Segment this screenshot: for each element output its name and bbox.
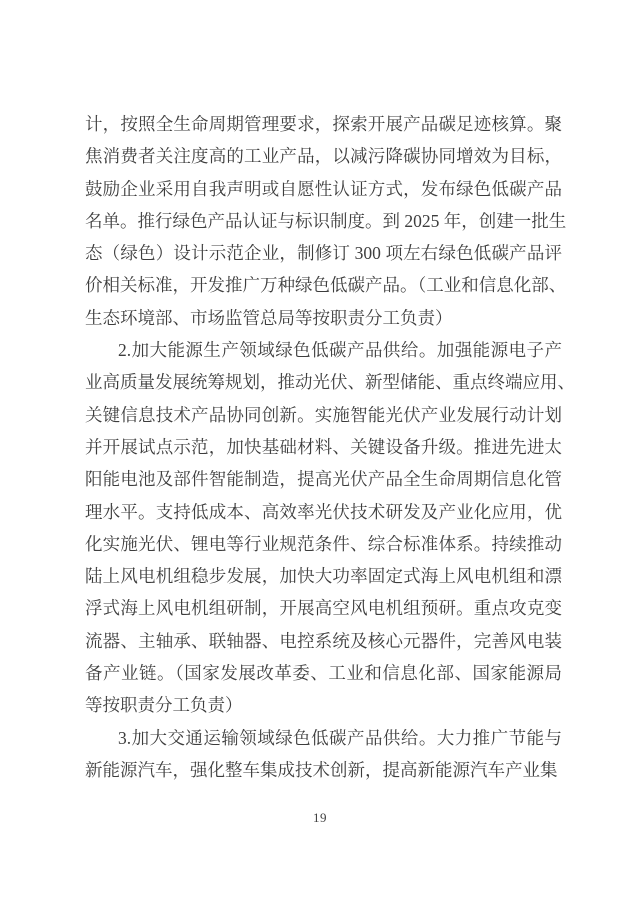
text-line: 陆上风电机组稳步发展，加快大功率固定式海上风电机组和漂	[85, 566, 562, 587]
text-line: 浮式海上风电机组研制，开展高空风电机组预研。重点攻克变	[85, 598, 562, 619]
paragraph-2	[85, 334, 575, 722]
text-line: 生态环境部、市场监管总局等按职责分工负责）	[85, 307, 453, 328]
text-line: 等按职责分工负责）	[85, 695, 243, 716]
text-line: 2.加大能源生产领域绿色低碳产品供给。加强能源电子产	[118, 340, 562, 361]
text-line: 计，按照全生命周期管理要求，探索开展产品碳足迹核算。聚	[85, 114, 562, 134]
text-line: 流器、主轴承、联轴器、电控系统及核心元器件，完善风电装	[85, 630, 562, 651]
text-line: 并开展试点示范，加快基础材料、关键设备升级。推进先进太	[85, 436, 562, 457]
text-line: 鼓励企业采用自我声明或自愿性认证方式，发布绿色低碳产品	[85, 178, 562, 199]
text-line: 焦消费者关注度高的工业产品，以减污降碳协同增效为目标，	[85, 146, 562, 167]
text-line: 业高质量发展统筹规划，推动光伏、新型储能、重点终端应用、	[85, 372, 575, 393]
body-text	[85, 108, 575, 786]
text-line: 关键信息技术产品协同创新。实施智能光伏产业发展行动计划	[85, 404, 562, 425]
page-number: 19	[313, 810, 327, 825]
text-line: 3.加大交通运输领域绿色低碳产品供给。大力推广节能与	[118, 727, 562, 748]
text-line: 名单。推行绿色产品认证与标识制度。到 2025 年，创建一批生	[85, 210, 567, 231]
text-line: 阳能电池及部件智能制造，提高光伏产品全生命周期信息化管	[85, 469, 562, 490]
text-line: 价相关标准，开发推广万种绿色低碳产品。（工业和信息化部、	[85, 275, 567, 296]
text-line: 化实施光伏、锂电等行业规范条件、综合标准体系。持续推动	[85, 533, 562, 554]
text-line: 新能源汽车，强化整车集成技术创新，提高新能源汽车产业集	[85, 759, 558, 780]
text-line: 态（绿色）设计示范企业，制修订 300 项左右绿色低碳产品评	[85, 243, 562, 264]
text-line: 理水平。支持低成本、高效率光伏技术研发及产业化应用，优	[85, 501, 562, 522]
paragraph-1	[85, 108, 567, 334]
paragraph-3	[85, 722, 562, 787]
text-line: 备产业链。（国家发展改革委、工业和信息化部、国家能源局	[85, 663, 562, 684]
